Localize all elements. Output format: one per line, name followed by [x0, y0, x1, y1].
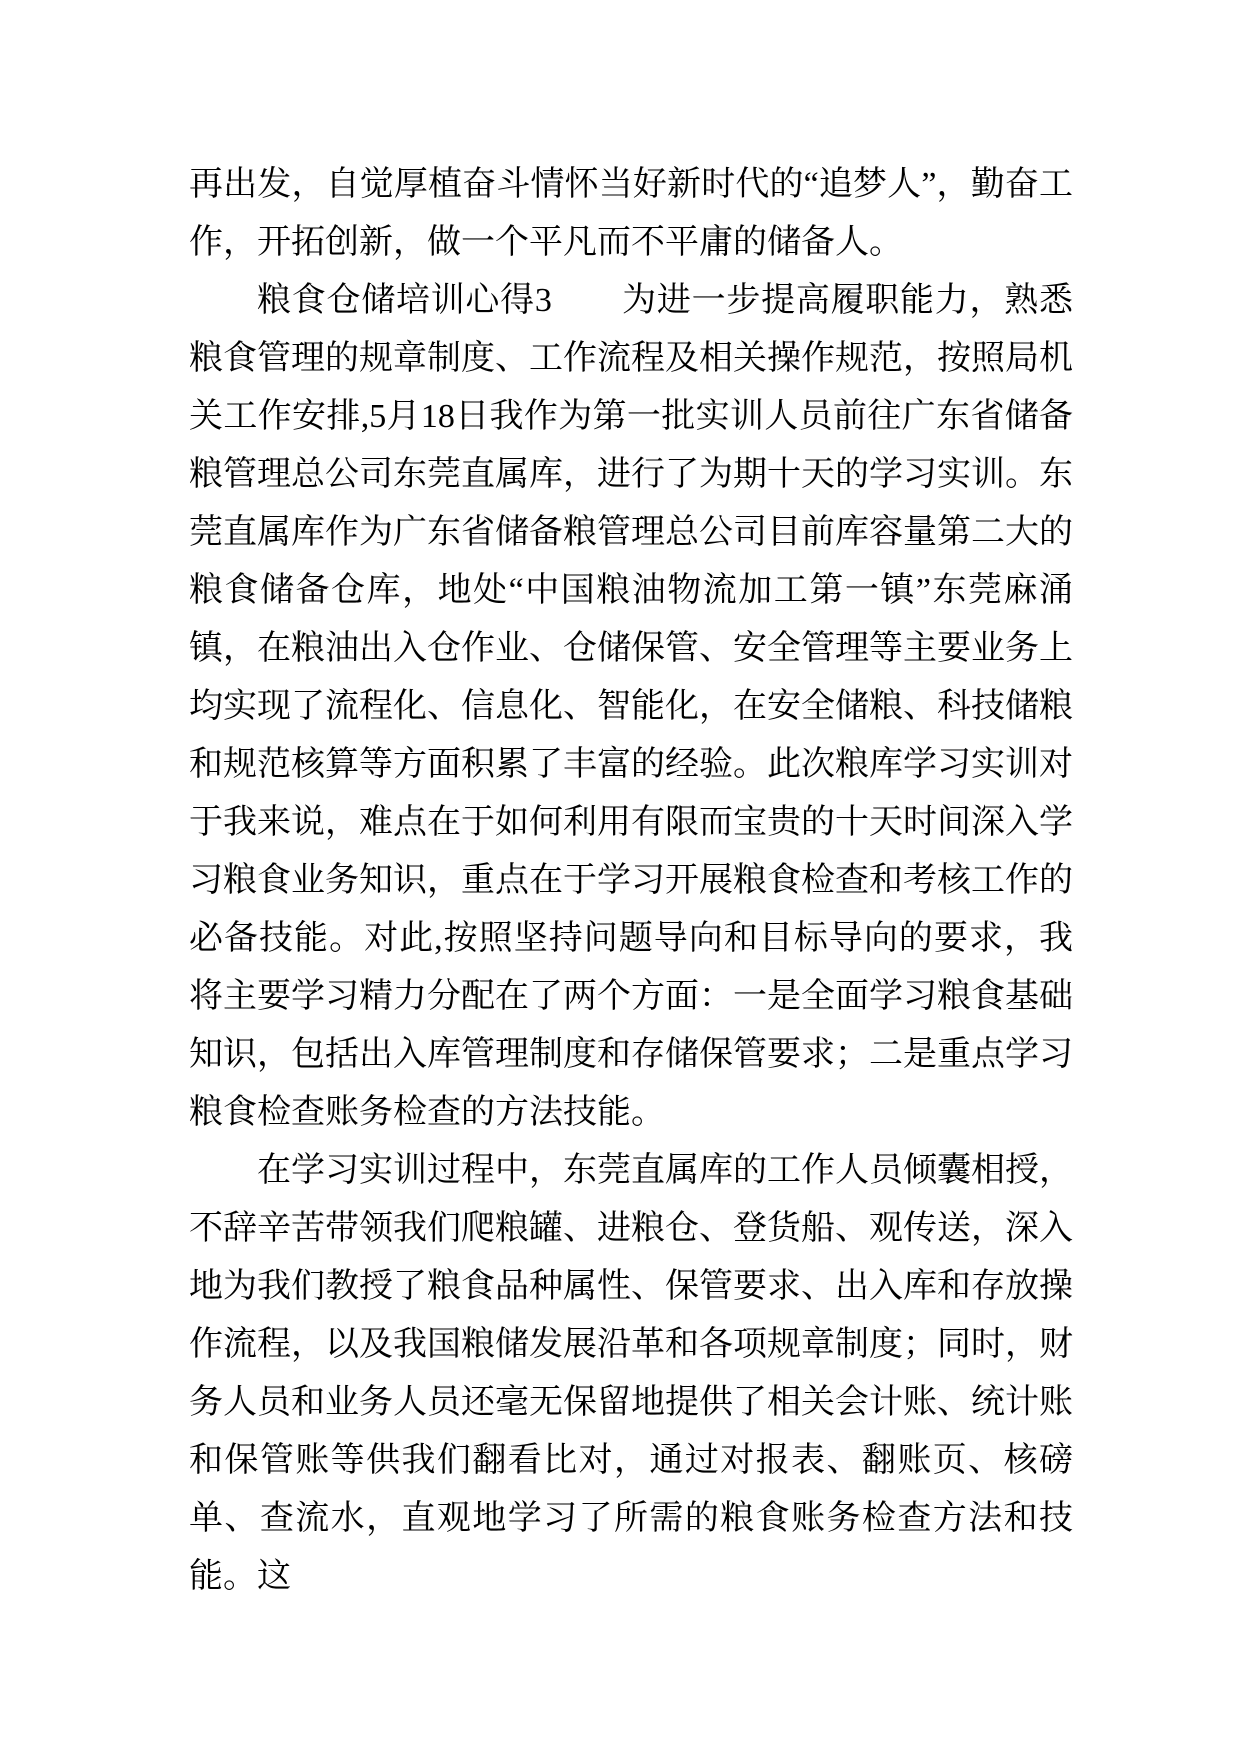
paragraph-continuation: 再出发，自觉厚植奋斗情怀当好新时代的“追梦人”，勤奋工作，开拓创新，做一个平凡而不平庸的储备人。 — [189, 166, 1073, 261]
document-page — [189, 156, 1073, 1606]
paragraph-training-process: 在学习实训过程中，东莞直属库的工作人员倾囊相授，不辞辛苦带领我们爬粮罐、进粮仓、登货船、观传送，深入地为我们教授了粮食品种属性、保管要求、出入库和存放操作流程，以及我国粮储发展沿革和各项规章制度；同时，财务人员和业务人员还毫无保留地提供了相关会计账、统计账和保管账等供我们翻看比对，通过对报表、翻账页、核磅单、查流水，直观地学习了所需的粮食账务检查方法和技能。这 — [189, 1152, 1073, 1595]
document-body — [189, 156, 1073, 1606]
paragraph-section-3: 粮食仓储培训心得3 为进一步提高履职能力，熟悉粮食管理的规章制度、工作流程及相关操作规范，按照局机关工作安排,5月18日我作为第一批实训人员前往广东省储备粮管理总公司东莞直属库，进行了为期十天的学习实训。东莞直属库作为广东省储备粮管理总公司目前库容量第二大的粮食储备仓库，地处“中国粮油物流加工第一镇”东莞麻涌镇，在粮油出入仓作业、仓储保管、安全管理等主要业务上均实现了流程化、信息化、智能化，在安全储粮、科技储粮和规范核算等方面积累了丰富的经验。此次粮库学习实训对于我来说，难点在于如何利用有限而宝贵的十天时间深入学习粮食业务知识，重点在于学习开展粮食检查和考核工作的必备技能。对此,按照坚持问题导向和目标导向的要求，我将主要学习精力分配在了两个方面：一是全面学习粮食基础知识，包括出入库管理制度和存储保管要求；二是重点学习粮食检查账务检查的方法技能。 — [189, 282, 1073, 1131]
